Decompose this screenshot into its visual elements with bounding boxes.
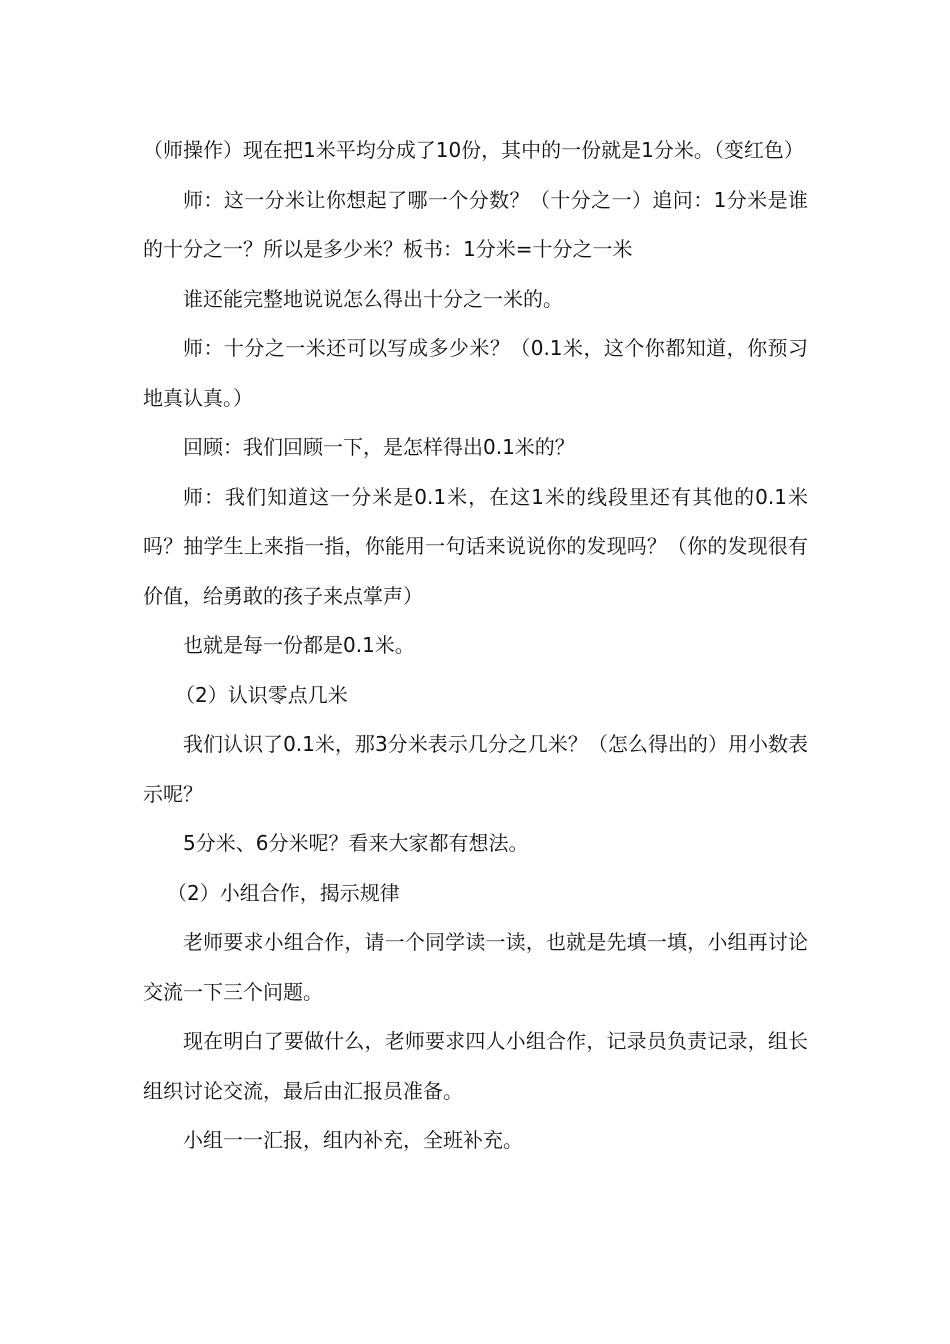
paragraph-each-part: 也就是每一份都是0.1米。 (183, 633, 415, 657)
paragraph-group-roles: 现在明白了要做什么，老师要求四人小组合作，记录员负责记录，组长组织讨论交流，最后由汇报员准备。 (143, 1029, 808, 1103)
paragraph-one-decimeter-fraction: 师：这一分米让你想起了哪一个分数？（十分之一）追问：1分米是谁的十分之一？所以是多少米？板书：1分米=十分之一米 (143, 187, 808, 261)
section-heading-tenths-of-meter: （2）认识零点几米 (175, 682, 348, 707)
paragraph-write-as-decimal: 师：十分之一米还可以写成多少米？（0.1米，这个你都知道，你预习地真认真。） (143, 336, 808, 410)
paragraph-five-six-decimeters: 5分米、6分米呢？看来大家都有想法。 (183, 831, 529, 855)
paragraph-explain-tenth-meter: 谁还能完整地说说怎么得出十分之一米的。 (183, 286, 563, 311)
paragraph-group-requirements: 老师要求小组合作，请一个同学读一读，也就是先填一填，小组再讨论交流一下三个问题。 (143, 930, 808, 1004)
section-heading-group-work: （2）小组合作，揭示规律 (167, 880, 400, 905)
paragraph-teacher-operation: （师操作）现在把1米平均分成了10份，其中的一份就是1分米。（变红色） (143, 138, 804, 162)
paragraph-group-report: 小组一一汇报，组内补充，全班补充。 (183, 1128, 523, 1152)
document-body (143, 126, 808, 1166)
paragraph-review: 回顾：我们回顾一下，是怎样得出0.1米的？ (183, 435, 575, 459)
paragraph-other-tenths: 师：我们知道这一分米是0.1米，在这1米的线段里还有其他的0.1米吗？抽学生上来指一指，你能用一句话来说说你的发现吗？（你的发现很有价值，给勇敢的孩子来点掌声） (143, 484, 808, 608)
paragraph-three-decimeters: 我们认识了0.1米，那3分米表示几分之几米？（怎么得出的）用小数表示呢？ (143, 732, 808, 806)
